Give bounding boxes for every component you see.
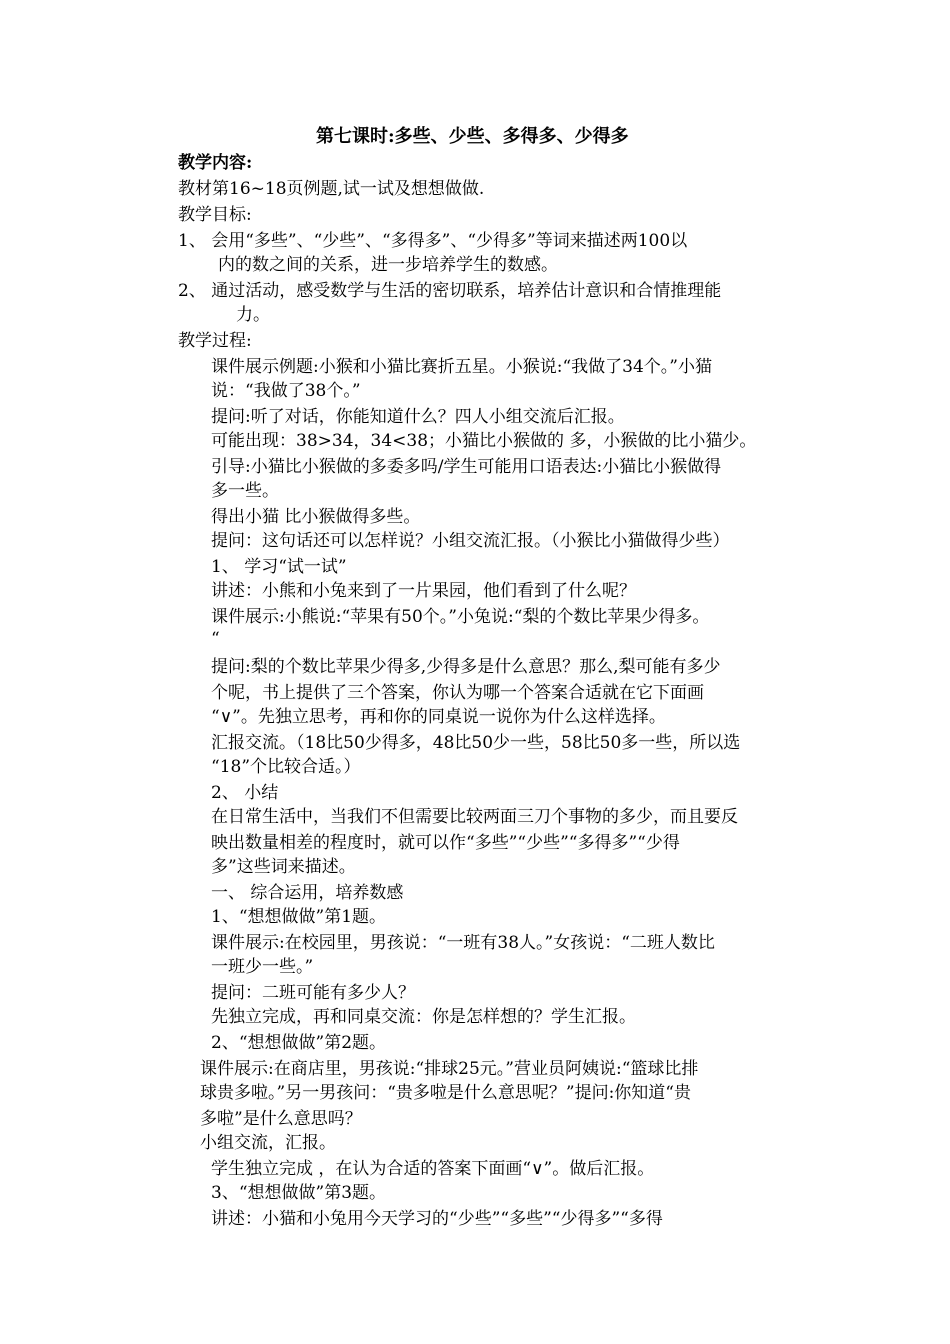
goal-item-1-cont: 内的数之间的关系，进一步培养学生的数感。 xyxy=(218,255,558,275)
text-line: 映出数量相差的程度时，就可以作“多些”“少些”“多得多”“少得 xyxy=(211,833,680,853)
text-line: 课件展示:在校园里，男孩说：“一班有38人。”女孩说：“二班人数比 xyxy=(211,933,715,953)
text-line: 在日常生活中，当我们不但需要比较两面三刀个事物的多少，而且要反 xyxy=(211,807,738,827)
goal-item-1: 1、 会用“多些”、“少些”、“多得多”、“少得多”等词来描述两100以 xyxy=(178,231,688,251)
text-line: 得出小猫 比小猴做得多些。 xyxy=(211,507,421,527)
goal-item-2-cont: 力。 xyxy=(236,305,270,325)
text-line: “18”个比较合适。） xyxy=(211,757,361,777)
text-line: 提问：这句话还可以怎样说？小组交流汇报。（小猴比小猫做得少些） xyxy=(211,531,730,551)
text-line: 汇报交流。（18比50少得多，48比50少一些，58比50多一些，所以选 xyxy=(211,733,741,753)
text-line: 教材第16~18页例题,试一试及想想做做. xyxy=(178,179,485,199)
text-line: 学生独立完成 ，在认为合适的答案下面画“∨”。做后汇报。 xyxy=(211,1159,655,1179)
text-line: 提问：二班可能有多少人？ xyxy=(211,983,415,1003)
section-heading: 3、“想想做做”第3题。 xyxy=(211,1183,387,1203)
text-line: 一班少一些。” xyxy=(211,957,314,977)
heading-teaching-goals: 教学目标: xyxy=(178,205,252,225)
document-title: 第七课时:多些、少些、多得多、少得多 xyxy=(316,126,629,147)
text-line: 小组交流，汇报。 xyxy=(200,1133,336,1153)
section-heading: 一、 综合运用，培养数感 xyxy=(211,883,404,903)
text-line: 提问:梨的个数比苹果少得多,少得多是什么意思？那么,梨可能有多少 xyxy=(211,657,721,677)
text-line: 多啦”是什么意思吗？ xyxy=(200,1109,362,1129)
text-line: 讲述：小熊和小兔来到了一片果园，他们看到了什么呢？ xyxy=(211,581,636,601)
text-line: 多”这些词来描述。 xyxy=(211,857,356,877)
section-heading: 1、 学习“试一试” xyxy=(211,557,347,577)
text-line: 课件展示:在商店里，男孩说:“排球25元。”营业员阿姨说:“篮球比排 xyxy=(200,1059,699,1079)
section-heading: 2、 小结 xyxy=(211,783,279,803)
text-line: 多一些。 xyxy=(211,481,279,501)
text-line: 课件展示:小熊说:“苹果有50个。”小兔说:“梨的个数比苹果少得多。 xyxy=(211,607,710,627)
text-line: “ xyxy=(211,629,220,649)
text-line: 可能出现：38>34，34<38；小猫比小猴做的 多，小猴做的比小猫少。 xyxy=(211,431,757,451)
goal-item-2: 2、 通过活动，感受数学与生活的密切联系，培养估计意识和合情推理能 xyxy=(178,281,722,301)
text-line: “∨”。先独立思考，再和你的同桌说一说你为什么这样选择。 xyxy=(211,707,666,727)
heading-teaching-content: 教学内容: xyxy=(178,153,253,173)
text-line: 个呢，书上提供了三个答案，你认为哪一个答案合适就在它下面画 xyxy=(211,683,704,703)
text-line: 说：“我做了38个。” xyxy=(211,381,361,401)
text-line: 提问:听了对话，你能知道什么？四人小组交流后汇报。 xyxy=(211,407,625,427)
section-heading: 1、“想想做做”第1题。 xyxy=(211,907,387,927)
text-line: 引导:小猫比小猴做的多委多吗/学生可能用口语表达:小猫比小猴做得 xyxy=(211,457,722,477)
text-line: 先独立完成，再和同桌交流：你是怎样想的？学生汇报。 xyxy=(211,1007,636,1027)
text-line: 讲述：小猫和小兔用今天学习的“少些”“多些”“少得多”“多得 xyxy=(211,1209,663,1229)
section-heading: 2、“想想做做”第2题。 xyxy=(211,1033,387,1053)
text-line: 球贵多啦。”另一男孩问：“贵多啦是什么意思呢？”提问:你知道“贵 xyxy=(200,1083,691,1103)
text-line: 课件展示例题:小猴和小猫比赛折五星。小猴说:“我做了34个。”小猫 xyxy=(211,357,712,377)
heading-teaching-process: 教学过程: xyxy=(178,331,252,351)
